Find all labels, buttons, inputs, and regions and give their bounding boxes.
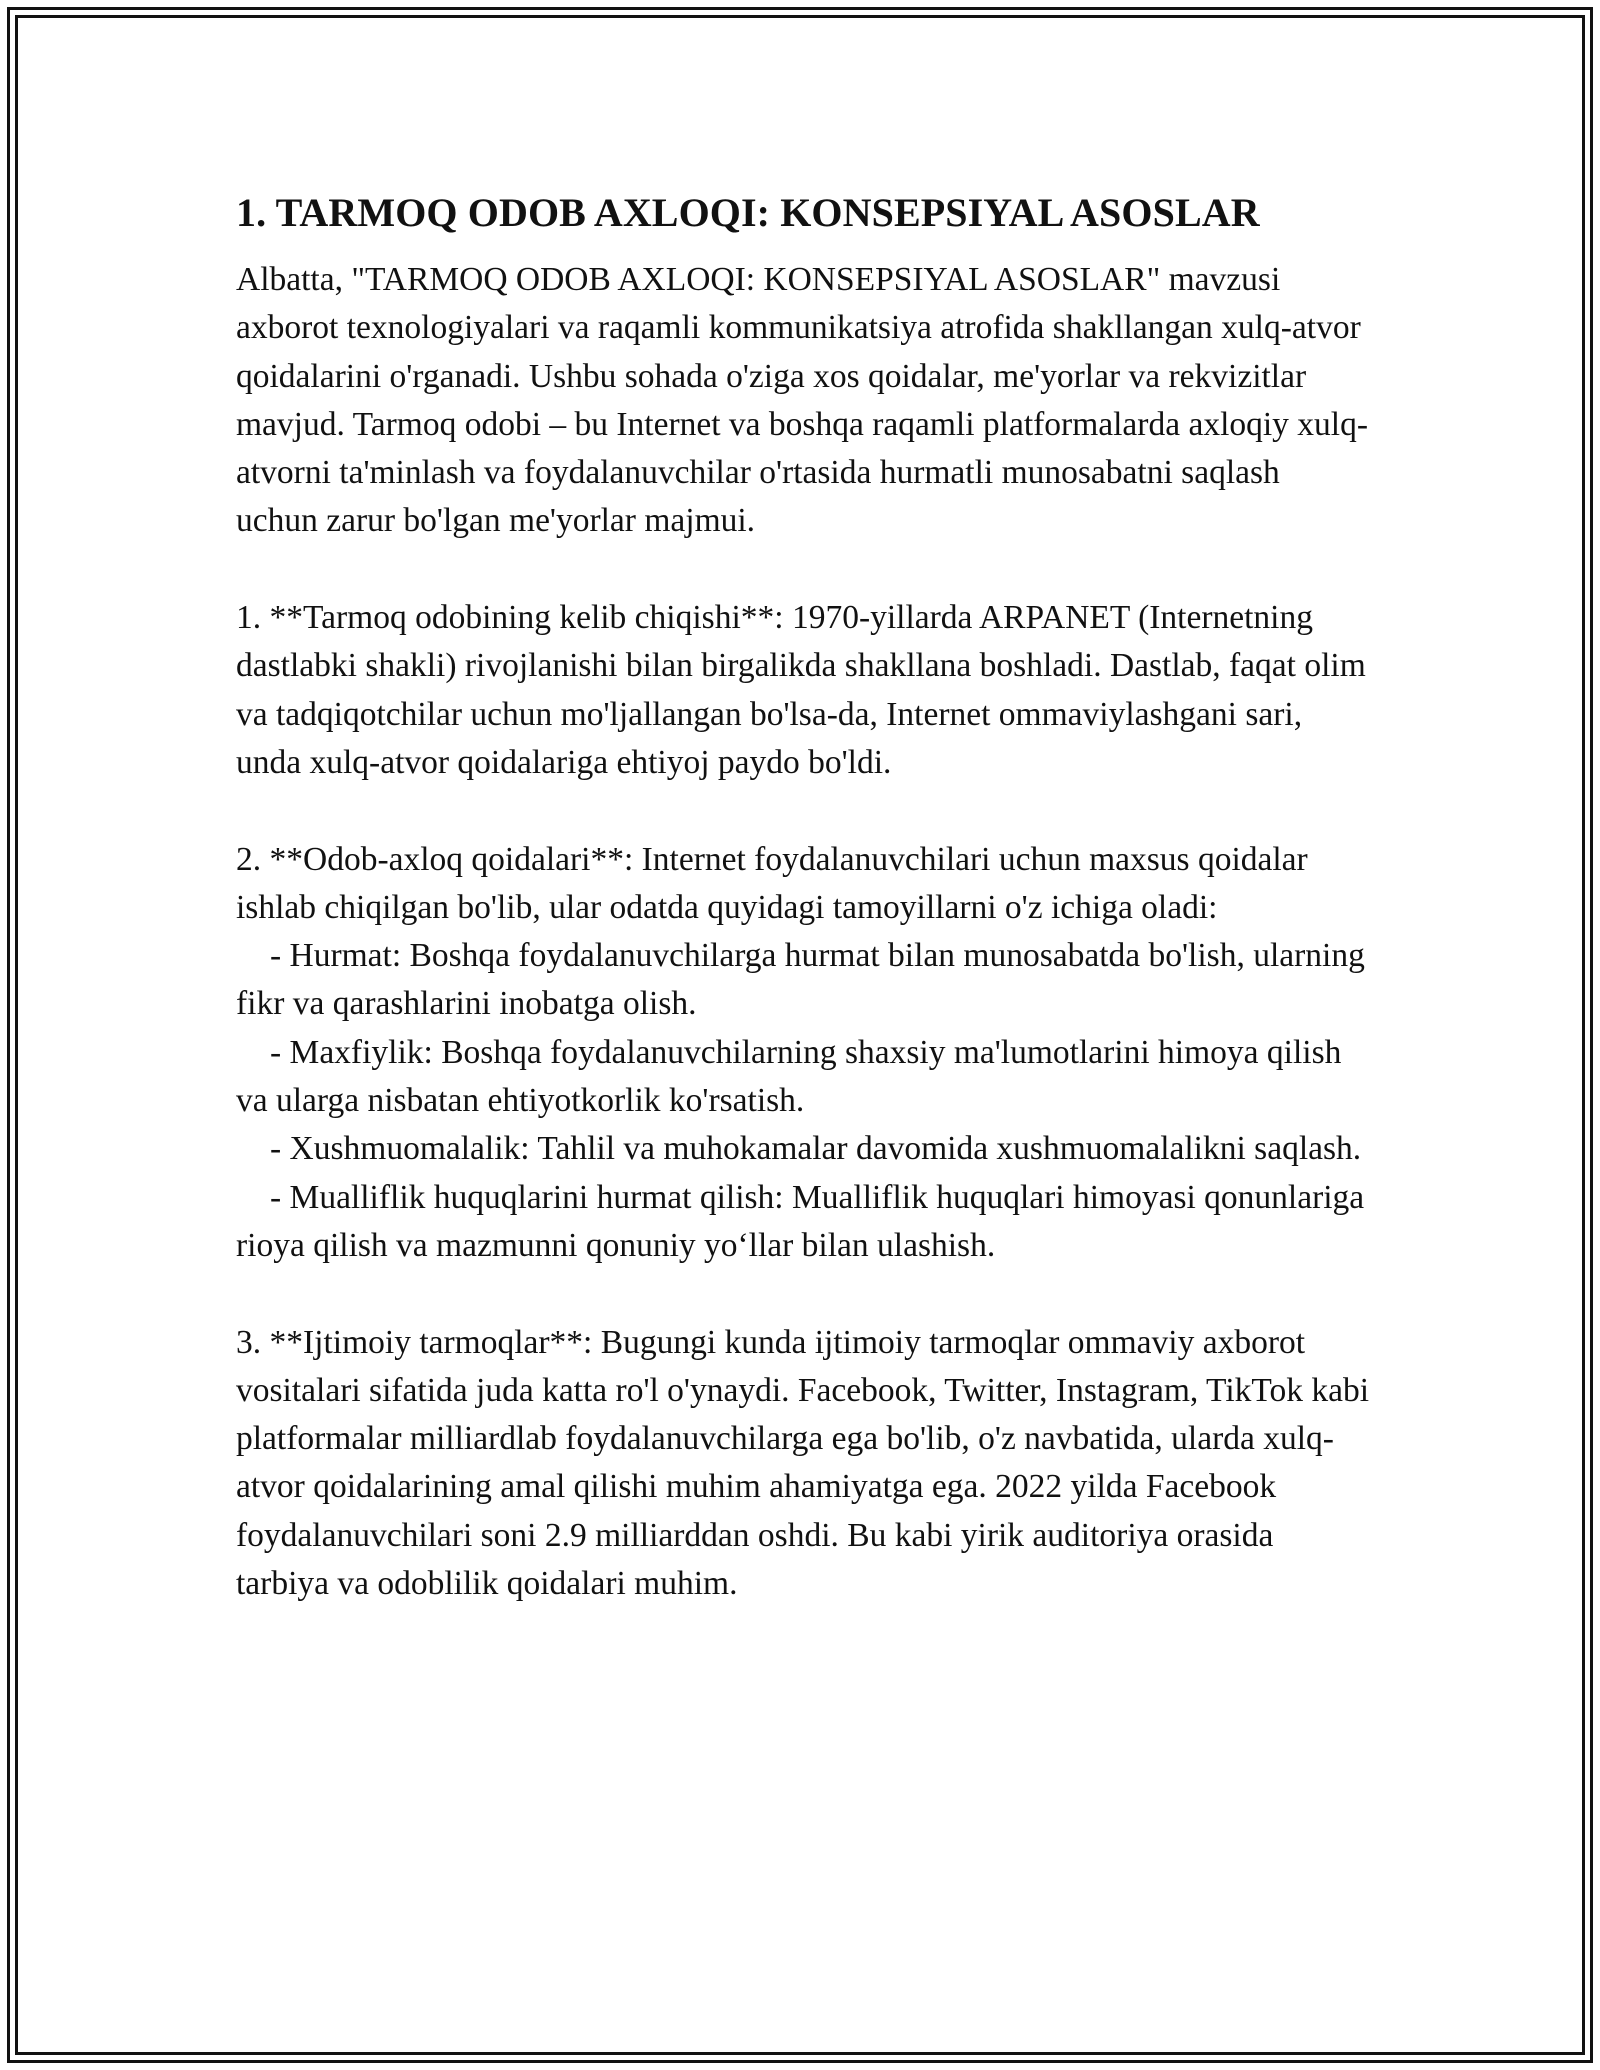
paragraph-gap xyxy=(236,787,1370,835)
section-3-paragraph: 3. **Ijtimoiy tarmoqlar**: Bugungi kunda ijtimoiy tarmoqlar ommaviy axborot vositalari sifatida juda katta ro'l o'ynaydi. Facebook, Twitter, Instagram, TikTok kabi platformalar milliardlab foydalanuvchilarga ega bo'lib, o'z navbatida, ularda xulq-atvor qoidalarining amal qilishi muhim ahamiyatga ega. 2022 yilda Facebook foydalanuvchilari soni 2.9 milliarddan oshdi. Bu kabi yirik auditoriya orasida tarbiya va odoblilik qoidalari muhim. xyxy=(236,1323,1370,1603)
document-heading: 1. TARMOQ ODOB AXLOQI: KONSEPSIYAL ASOSLAR xyxy=(236,190,1260,235)
document-body xyxy=(236,188,1370,1608)
paragraph-gap xyxy=(236,546,1370,594)
intro-paragraph: Albatta, "TARMOQ ODOB AXLOQI: KONSEPSIYAL ASOSLAR" mavzusi axborot texnologiyalari va raqamli kommunikatsiya atrofida shakllangan xulq-atvor qoidalarini o'rganadi. Ushbu sohada o'ziga xos qoidalar, me'yorlar va rekvizitlar mavjud. Tarmoq odobi – bu Internet va boshqa raqamli platformalarda axloqiy xulq-atvorni ta'minlash va foydalanuvchilar o'rtasida hurmatli munosabatni saqlash uchun zarur bo'lgan me'yorlar majmui. xyxy=(236,261,1369,540)
bullet-item xyxy=(236,1125,1370,1173)
bullet-text: - Hurmat: Boshqa foydalanuvchilarga hurmat bilan munosabatda bo'lish, ularning fikr va qarashlarini inobatga olish. xyxy=(236,937,1365,1023)
bullet-text: - Mualliflik huquqlarini hurmat qilish: Mualliflik huquqlari himoyasi qonunlariga rioya qilish va mazmunni qonuniy yo‘llar bilan ulashish. xyxy=(236,1178,1365,1264)
section-2-paragraph: 2. **Odob-axloq qoidalari**: Internet foydalanuvchilari uchun maxsus qoidalar ishlab chiqilgan bo'lib, ular odatda quyidagi tamoyillarni o'z ichiga oladi: xyxy=(236,840,1308,926)
bullet-text: - Maxfiylik: Boshqa foydalanuvchilarning shaxsiy ma'lumotlarini himoya qilish va ularga nisbatan ehtiyotkorlik ko'rsatish. xyxy=(236,1033,1342,1120)
paragraph-gap xyxy=(236,1270,1370,1318)
bullet-text: - Xushmuomalalik: Tahlil va muhokamalar davomida xushmuomalalikni saqlash. xyxy=(270,1130,1362,1168)
bullet-item xyxy=(236,1174,1370,1271)
bullet-item xyxy=(236,932,1370,1029)
section-1-paragraph: 1. **Tarmoq odobining kelib chiqishi**: 1970-yillarda ARPANET (Internetning dastlabki shakli) rivojlanishi bilan birgalikda shakllana boshladi. Dastlab, faqat olim va tadqiqotchilar uchun mo'ljallangan bo'lsa-da, Internet ommaviylashgani sari, unda xulq-atvor qoidalariga ehtiyoj paydo bo'ldi. xyxy=(236,599,1366,781)
bullet-item xyxy=(236,1029,1370,1126)
